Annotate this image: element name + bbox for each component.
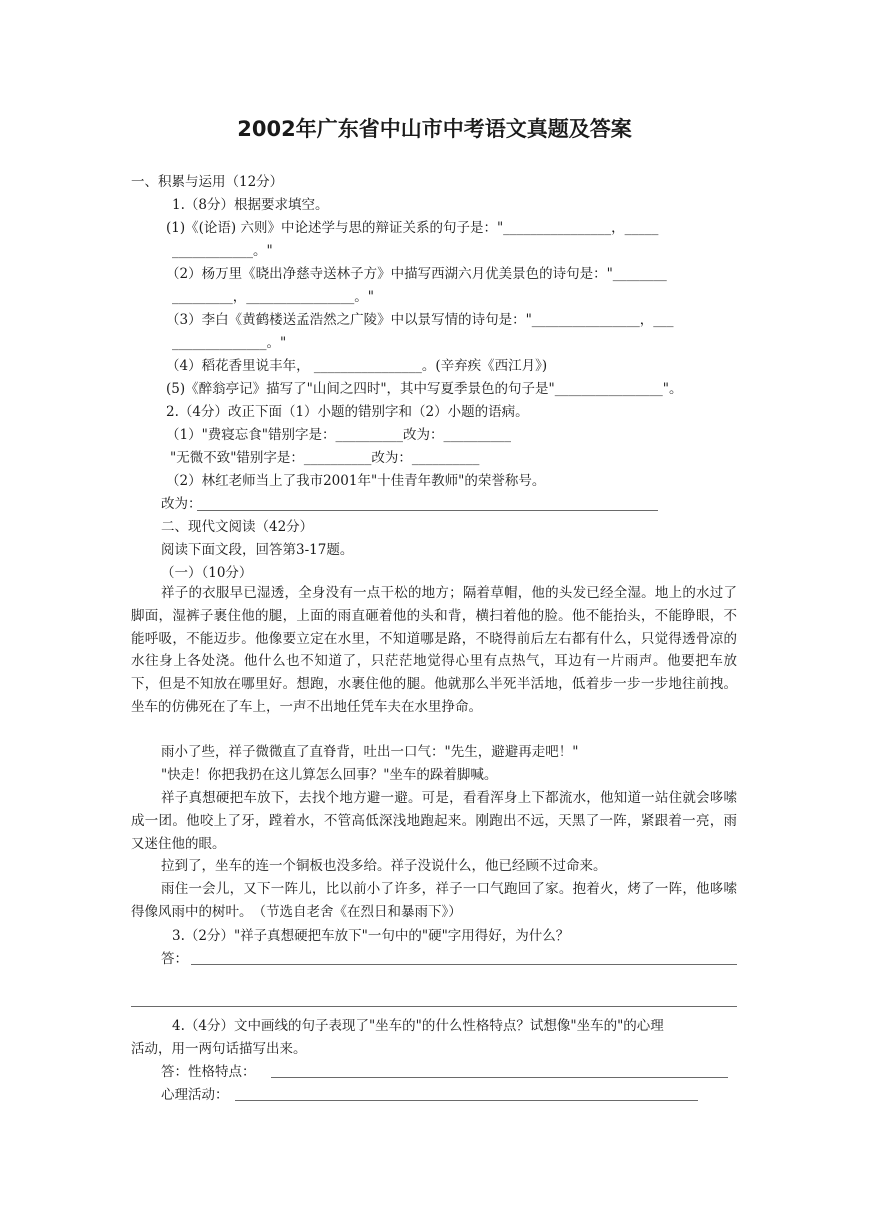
answer-line <box>197 510 658 511</box>
question-4-trait-label: 答：性格特点： <box>161 1064 256 1080</box>
question-4-mind-label: 心理活动： <box>161 1087 229 1103</box>
question-2-1-line-a: （1）"费寝忘食"错别字是：__________改为：__________ <box>166 427 512 443</box>
question-1-1-line-a: (1)《(论语) 六则》中论述学与思的辩证关系的句子是："________________，_____ <box>166 220 659 236</box>
question-2-2: （2）林红老师当上了我市2001年"十佳青年教师"的荣誉称号。 <box>166 473 546 489</box>
question-1-2-line-b: _________，________________。" <box>172 289 374 305</box>
passage-paragraph: 祥子的衣服早已湿透，全身没有一点干松的地方；隔着草帽，他的头发已经全湿。地上的水过了脚面，湿裤子裹住他的腿，上面的雨直砸着他的头和背，横扫着他的脸。他不能抬头，不能睁眼，不能呼吸，不能迈步。他像要立定在水里，不知道哪是路，不晓得前后左右都有什么，只觉得透骨凉的水往身上各处浇。他什么也不知道了，只茫茫地觉得心里有点热气，耳边有一片雨声。他要把车放下，但是不知放在哪里好。想跑，水裹住他的腿。他就那么半死半活地，低着步一步一步地往前拽。坐车的仿佛死在了车上，一声不出地任凭车夫在水里挣命。 <box>131 585 737 715</box>
section2-heading: 二、现代文阅读（42分） <box>161 519 314 535</box>
question-3-answer-label: 答： <box>161 951 188 967</box>
question-1-3-line-a: （3）李白《黄鹤楼送孟浩然之广陵》中以景写情的诗句是："________________，___ <box>166 312 674 328</box>
answer-line <box>235 1100 698 1101</box>
question-2-answer-label: 改为： <box>161 496 202 512</box>
passage-paragraph: "快走！你把我扔在这儿算怎么回事？"坐车的跺着脚喊。 <box>161 767 498 783</box>
question-1-5: (5)《醉翁亭记》描写了"山间之四时"，其中写夏季景色的句子是"________________"。 <box>166 381 683 397</box>
passage-paragraph: 雨住一会儿，又下一阵儿，比以前小了许多，祥子一口气跑回了家。抱着火，烤了一阵，他哆嗦得像风雨中的树叶。 （节选自老舍《在烈日和暴雨下》） <box>131 881 737 920</box>
reading-instruction: 阅读下面文段，回答第3-17题。 <box>161 542 354 558</box>
question-4-line-b: 活动，用一两句话描写出来。 <box>131 1041 307 1057</box>
passage-paragraph: 雨小了些，祥子微微直了直脊背，吐出一口气："先生，避避再走吧！" <box>161 744 579 760</box>
part-one-heading: （一）（10分） <box>161 565 253 581</box>
passage-paragraph: 祥子真想硬把车放下，去找个地方避一避。可是，看看浑身上下都流水，他知道一站住就会哆嗦成一团。他咬上了牙，蹚着水，不管高低深浅地跑起来。刚跑出不远，天黑了一阵，紧跟着一亮，雨又迷住他的眼。 <box>131 790 737 852</box>
question-2-1-line-b: "无微不致"错别字是：__________改为：__________ <box>170 450 480 466</box>
question-1-1-line-b: ____________。" <box>172 243 273 259</box>
answer-line <box>271 1077 728 1078</box>
question-3: 3.（2分）"祥子真想硬把车放下"一句中的"硬"字用得好，为什么？ <box>172 928 570 944</box>
passage-paragraph: 拉到了，坐车的连一个铜板也没多给。祥子没说什么，他已经顾不过命来。 <box>161 858 607 874</box>
question-1-4: （4）稻花香里说丰年， ________________。(辛弃疾《西江月》) <box>166 358 548 374</box>
question-4-line-a: 4.（4分）文中画线的句子表现了"坐车的"的什么性格特点？试想像"坐车的"的心理 <box>172 1018 664 1034</box>
question-1-2-line-a: （2）杨万里《晓出净慈寺送林子方》中描写西湖六月优美景色的诗句是："________ <box>166 266 667 282</box>
page-title: 2002年广东省中山市中考语文真题及答案 <box>237 117 632 141</box>
section1-heading: 一、积累与运用（12分） <box>131 174 284 190</box>
answer-line <box>191 964 737 965</box>
question-1: 1.（8分）根据要求填空。 <box>172 197 329 213</box>
question-2: 2.（4分）改正下面（1）小题的错别字和（2）小题的语病。 <box>166 404 529 420</box>
question-1-3-line-b: ______________。" <box>172 335 287 351</box>
answer-line <box>131 1006 737 1007</box>
